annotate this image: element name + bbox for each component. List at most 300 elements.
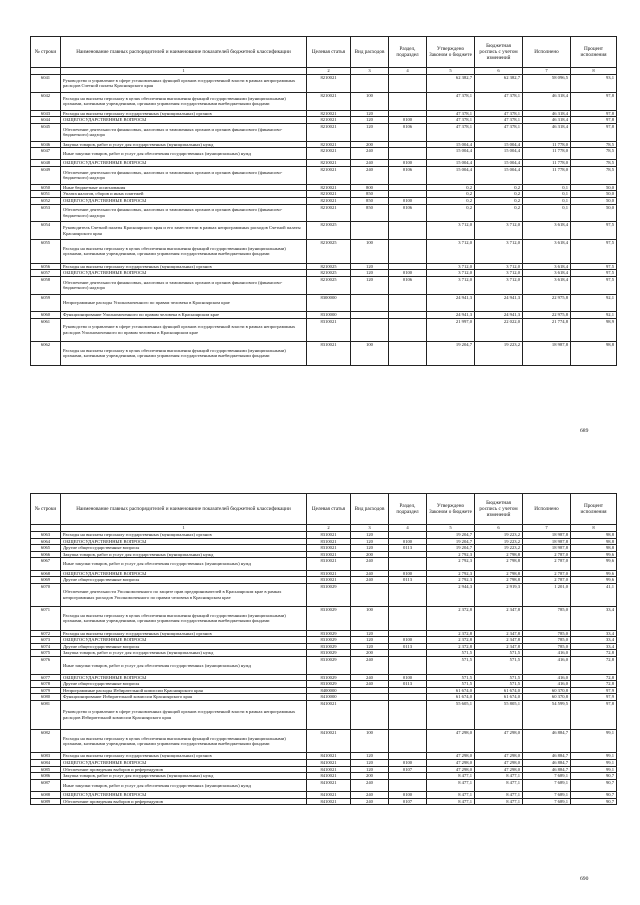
table-row [31,276,617,294]
cell-section: 0113 [389,643,427,650]
cell-expense-type: 240 [351,570,389,577]
table-row [31,656,617,674]
table-row [31,222,617,240]
cell-expense-type: 850 [351,191,389,198]
table-row [31,607,617,630]
cell-section [389,222,427,240]
cell-percent: 97,5 [571,222,617,240]
table-row [31,583,617,606]
cell-row-no: 6047 [31,148,61,160]
cell-executed: 46 318,4 [523,123,571,141]
cell-target-article: 8310021 [307,570,351,577]
cell-budget-list: 47 298,0 [475,753,523,760]
cell-name: Функционирование Избирательной комиссии Красноярского края [61,694,307,701]
header-name: Наименование главных распорядителей и наименование показателей бюджетной классификации [61,37,307,68]
cell-target-article: 8310029 [307,630,351,637]
cell-percent: 99,1 [571,766,617,773]
cell-approved-law: 15 004,4 [427,166,475,184]
cell-percent: 41,1 [571,583,617,606]
cell-expense-type: 120 [351,760,389,767]
cell-section [389,191,427,198]
cell-percent: 90,7 [571,779,617,791]
cell-approved-law: 0,2 [427,184,475,191]
cell-name: Закупка товаров, работ и услуг для государственных (муниципальных) нужд [61,773,307,780]
cell-approved-law: 571,5 [427,674,475,681]
cell-target-article: 8210021 [307,117,351,124]
cell-budget-list: 3 712,0 [475,240,523,263]
cell-expense-type [351,701,389,730]
cell-budget-list: 2 798,8 [475,558,523,570]
cell-section: 0107 [389,798,427,805]
header-section: Раздел, подраздел [389,494,427,525]
cell-expense-type: 120 [351,538,389,545]
cell-executed: 0,1 [523,184,571,191]
cell-approved-law: 2 792,3 [427,551,475,558]
cell-approved-law: 3 712,0 [427,263,475,270]
cell-expense-type: 240 [351,577,389,584]
table-row [31,294,617,312]
cell-target-article: 8310029 [307,643,351,650]
cell-percent: 97,8 [571,123,617,141]
cell-target-article: 8410021 [307,730,351,753]
cell-approved-law: 47 378,1 [427,117,475,124]
cell-approved-law: 19 204,7 [427,342,475,365]
cell-budget-list: 15 004,4 [475,160,523,167]
cell-expense-type: 200 [351,773,389,780]
cell-section [389,240,427,263]
cell-budget-list: 47 378,1 [475,92,523,110]
cell-executed: 18 987,8 [523,545,571,552]
table-row [31,694,617,701]
cell-section [389,75,427,93]
header-approved-law: Утверждено Законом о бюджете [427,494,475,525]
cell-percent: 97,8 [571,701,617,730]
cell-row-no: 6076 [31,656,61,674]
table-row [31,701,617,730]
cell-expense-type: 240 [351,558,389,570]
cell-name: Руководство и управление в сфере установленных функций органов государственной власти в рамках непрограммных расходов Избирательной комиссии Красноярского края [61,701,307,730]
cell-approved-law: 571,5 [427,656,475,674]
cell-budget-list: 3 712,0 [475,270,523,277]
cell-approved-law: 2 792,3 [427,558,475,570]
cell-expense-type: 120 [351,123,389,141]
cell-expense-type: 120 [351,532,389,539]
cell-percent: 90,7 [571,798,617,805]
column-number: 2 [307,68,351,75]
cell-target-article: 8410021 [307,779,351,791]
cell-name: Закупка товаров, работ и услуг для государственных (муниципальных) нужд [61,551,307,558]
cell-name: Обеспечение проведения выборов и референдумов [61,798,307,805]
cell-approved-law: 571,5 [427,681,475,688]
page-number: 690 [580,876,589,882]
cell-target-article: 8410000 [307,694,351,701]
cell-expense-type: 200 [351,141,389,148]
header-executed: Исполнено [523,37,571,68]
cell-executed: 3 618,4 [523,263,571,270]
cell-section: 0100 [389,637,427,644]
cell-expense-type: 120 [351,545,389,552]
cell-expense-type: 850 [351,204,389,222]
cell-name: ОБЩЕГОСУДАРСТВЕННЫЕ ВОПРОСЫ [61,197,307,204]
cell-executed: 3 618,4 [523,240,571,263]
cell-section [389,263,427,270]
cell-row-no: 6041 [31,75,61,93]
cell-percent: 98,8 [571,532,617,539]
cell-executed: 11 778,0 [523,166,571,184]
table-row [31,792,617,799]
cell-row-no: 6054 [31,222,61,240]
table-row [31,240,617,263]
table-row [31,637,617,644]
cell-row-no: 6083 [31,753,61,760]
header-row-no: № строки [31,494,61,525]
cell-percent: 99,1 [571,730,617,753]
cell-section: 0100 [389,117,427,124]
cell-row-no: 6075 [31,650,61,657]
cell-percent: 78,5 [571,141,617,148]
column-number [31,525,61,532]
table-row [31,184,617,191]
cell-percent: 97,5 [571,263,617,270]
cell-name: Расходы на выплаты персоналу в целях обеспечения выполнения функций государственными (муниципальными) органами, казенными учреждениями, органами управления государственными внебюджетными фондами [61,607,307,630]
cell-section [389,141,427,148]
cell-budget-list: 2 347,8 [475,637,523,644]
table-row [31,545,617,552]
cell-approved-law: 47 298,0 [427,766,475,773]
cell-section [389,318,427,341]
cell-percent: 33,4 [571,630,617,637]
cell-percent: 78,5 [571,148,617,160]
cell-row-no: 6064 [31,538,61,545]
cell-approved-law: 2 944,3 [427,583,475,606]
table-row [31,117,617,124]
cell-name: Непрограммные расходы Избирательной комиссии Красноярского края [61,687,307,694]
cell-row-no: 6056 [31,263,61,270]
column-number: 3 [351,68,389,75]
cell-section: 0113 [389,545,427,552]
cell-budget-list: 571,5 [475,650,523,657]
cell-executed: 46 318,4 [523,117,571,124]
cell-approved-law: 15 004,4 [427,160,475,167]
cell-budget-list: 19 223,2 [475,545,523,552]
cell-section: 0106 [389,276,427,294]
cell-target-article: 8410021 [307,773,351,780]
cell-section: 0106 [389,204,427,222]
cell-approved-law: 15 004,4 [427,148,475,160]
cell-budget-list: 571,5 [475,656,523,674]
cell-expense-type [351,583,389,606]
cell-executed: 46 884,7 [523,766,571,773]
cell-percent: 90,7 [571,792,617,799]
cell-executed: 60 370,8 [523,687,571,694]
cell-approved-law: 3 712,0 [427,222,475,240]
table-row [31,166,617,184]
cell-executed: 7 689,1 [523,779,571,791]
cell-row-no: 6046 [31,141,61,148]
cell-name: Расходы на выплаты персоналу государственных (муниципальных) органов [61,532,307,539]
cell-row-no: 6067 [31,558,61,570]
cell-expense-type: 240 [351,160,389,167]
cell-row-no: 6066 [31,551,61,558]
cell-section [389,656,427,674]
cell-executed: 416,0 [523,656,571,674]
column-number: 2 [307,525,351,532]
cell-target-article: 8310029 [307,607,351,630]
cell-approved-law: 3 712,0 [427,240,475,263]
cell-target-article: 8310029 [307,656,351,674]
cell-row-no: 6043 [31,110,61,117]
table-row [31,75,617,93]
cell-name: ОБЩЕГОСУДАРСТВЕННЫЕ ВОПРОСЫ [61,637,307,644]
cell-target-article: 8410021 [307,798,351,805]
cell-row-no: 6065 [31,545,61,552]
cell-budget-list: 3 712,0 [475,263,523,270]
cell-percent: 78,5 [571,160,617,167]
cell-approved-law: 0,2 [427,204,475,222]
cell-section [389,184,427,191]
cell-executed: 785,0 [523,630,571,637]
cell-section [389,753,427,760]
table-row [31,760,617,767]
cell-row-no: 6044 [31,117,61,124]
cell-name: Другие общегосударственные вопросы [61,577,307,584]
cell-expense-type: 850 [351,197,389,204]
cell-executed: 18 987,8 [523,342,571,365]
cell-percent: 72,8 [571,681,617,688]
cell-expense-type: 120 [351,630,389,637]
cell-percent: 97,5 [571,270,617,277]
cell-row-no: 6057 [31,270,61,277]
cell-target-article: 8210021 [307,123,351,141]
cell-budget-list: 47 298,0 [475,730,523,753]
cell-budget-list: 2 347,8 [475,607,523,630]
cell-target-article: 8210021 [307,204,351,222]
table-row [31,312,617,319]
cell-budget-list: 22 022,0 [475,318,523,341]
cell-target-article: 8210021 [307,141,351,148]
table-row [31,551,617,558]
table-header-row [31,37,617,68]
column-number: 8 [571,525,617,532]
table-row [31,92,617,110]
cell-target-article: 8210025 [307,222,351,240]
cell-target-article: 8310021 [307,342,351,365]
cell-budget-list: 62 382,7 [475,75,523,93]
cell-budget-list: 8 477,1 [475,779,523,791]
cell-section [389,630,427,637]
cell-name: Иные закупки товаров, работ и услуг для обеспечения государственных (муниципальных) нужд [61,148,307,160]
cell-executed: 11 778,0 [523,148,571,160]
cell-row-no: 6055 [31,240,61,263]
cell-section: 0113 [389,681,427,688]
cell-row-no: 6080 [31,694,61,701]
cell-expense-type: 120 [351,643,389,650]
cell-expense-type: 240 [351,792,389,799]
cell-name: Руководство и управление в сфере установленных функций органов государственной власти в рамках непрограммных расходов Счетной палаты Красноярского края [61,75,307,93]
cell-executed: 18 987,8 [523,538,571,545]
cell-expense-type: 100 [351,730,389,753]
cell-budget-list: 15 004,4 [475,148,523,160]
cell-approved-law: 19 204,7 [427,545,475,552]
budget-page [30,36,616,366]
cell-section [389,694,427,701]
cell-budget-list: 3 712,0 [475,222,523,240]
cell-percent: 50,0 [571,204,617,222]
cell-name: Уплата налогов, сборов и иных платежей [61,191,307,198]
cell-executed: 2 787,0 [523,577,571,584]
cell-budget-list: 15 004,4 [475,141,523,148]
cell-budget-list: 0,2 [475,204,523,222]
table-row [31,730,617,753]
cell-budget-list: 2 347,8 [475,643,523,650]
cell-percent: 33,4 [571,607,617,630]
cell-executed: 7 689,1 [523,798,571,805]
cell-name: Расходы на выплаты персоналу в целях обеспечения выполнения функций государственными (муниципальными) органами, казенными учреждениями, органами управления государственными внебюджетными фондами [61,92,307,110]
cell-percent: 98,8 [571,538,617,545]
table-body [31,68,617,366]
cell-row-no: 6070 [31,583,61,606]
cell-budget-list: 24 941,3 [475,294,523,312]
cell-percent: 50,0 [571,184,617,191]
cell-budget-list: 47 298,0 [475,760,523,767]
column-number: 1 [61,525,307,532]
column-number: 4 [389,525,427,532]
table-row [31,197,617,204]
cell-percent: 98,9 [571,318,617,341]
cell-percent: 72,8 [571,656,617,674]
cell-section: 0100 [389,270,427,277]
cell-section [389,558,427,570]
cell-target-article: 8310000 [307,312,351,319]
cell-percent: 99,6 [571,558,617,570]
cell-section [389,551,427,558]
cell-target-article: 8410021 [307,753,351,760]
cell-percent: 72,8 [571,674,617,681]
table-row [31,558,617,570]
cell-executed: 1 201,0 [523,583,571,606]
column-number: 4 [389,68,427,75]
table-row [31,191,617,198]
cell-approved-law: 47 378,1 [427,110,475,117]
cell-target-article: 8210021 [307,160,351,167]
cell-target-article: 8310021 [307,551,351,558]
cell-percent: 33,4 [571,643,617,650]
cell-budget-list: 2 798,8 [475,577,523,584]
cell-row-no: 6061 [31,318,61,341]
cell-target-article: 8400000 [307,687,351,694]
cell-approved-law: 21 997,0 [427,318,475,341]
cell-row-no: 6082 [31,730,61,753]
cell-name: Расходы на выплаты персоналу в целях обеспечения выполнения функций государственными (муниципальными) органами, казенными учреждениями, органами управления государственными внебюджетными фондами [61,342,307,365]
cell-row-no: 6062 [31,342,61,365]
cell-target-article: 8310021 [307,577,351,584]
cell-name: Обеспечение деятельности Уполномоченного по защите прав предпринимателей в Красноярском крае в рамках непрограммных расходов Уполномоченного по правам человека в Красноярском крае [61,583,307,606]
cell-approved-law: 3 712,0 [427,270,475,277]
cell-executed: 3 618,4 [523,276,571,294]
cell-target-article: 8310029 [307,650,351,657]
cell-expense-type: 240 [351,148,389,160]
cell-budget-list: 0,2 [475,197,523,204]
cell-row-no: 6048 [31,160,61,167]
cell-target-article: 8210021 [307,184,351,191]
cell-expense-type [351,222,389,240]
cell-row-no: 6079 [31,687,61,694]
cell-target-article: 8410021 [307,701,351,730]
header-expense-type: Вид расходов [351,494,389,525]
header-approved-law: Утверждено Законом о бюджете [427,37,475,68]
cell-name: Закупка товаров, работ и услуг для государственных (муниципальных) нужд [61,650,307,657]
cell-approved-law: 55 605,1 [427,701,475,730]
header-expense-type: Вид расходов [351,37,389,68]
cell-expense-type [351,312,389,319]
cell-percent: 97,5 [571,240,617,263]
cell-name: Расходы на выплаты персоналу государственных (муниципальных) органов [61,630,307,637]
cell-budget-list: 61 674,0 [475,694,523,701]
cell-section [389,342,427,365]
cell-executed: 21 774,8 [523,318,571,341]
cell-approved-law: 47 378,1 [427,92,475,110]
cell-section: 0100 [389,197,427,204]
cell-row-no: 6051 [31,191,61,198]
cell-target-article: 8310021 [307,545,351,552]
header-target-article: Целевая статья [307,37,351,68]
cell-budget-list: 571,5 [475,674,523,681]
column-number: 6 [475,525,523,532]
cell-name: Руководитель Счетной палаты Красноярского края и его заместители в рамках непрограммных расходов Счетной палаты Красноярского края [61,222,307,240]
cell-executed: 58 096,5 [523,75,571,93]
cell-expense-type: 120 [351,276,389,294]
budget-page [30,493,616,805]
cell-percent: 78,5 [571,166,617,184]
cell-target-article: 8210021 [307,92,351,110]
cell-budget-list: 15 004,4 [475,166,523,184]
cell-executed: 0,1 [523,204,571,222]
cell-percent: 97,9 [571,694,617,701]
cell-target-article: 8310021 [307,532,351,539]
cell-row-no: 6052 [31,197,61,204]
cell-expense-type: 240 [351,798,389,805]
cell-expense-type [351,294,389,312]
cell-executed: 785,0 [523,637,571,644]
cell-approved-law: 62 382,7 [427,75,475,93]
cell-name: Другие общегосударственные вопросы [61,681,307,688]
cell-percent: 97,8 [571,92,617,110]
cell-target-article: 8310029 [307,583,351,606]
cell-budget-list: 19 223,2 [475,342,523,365]
cell-row-no: 6085 [31,766,61,773]
cell-percent: 99,1 [571,760,617,767]
cell-executed: 46 884,7 [523,730,571,753]
column-number: 6 [475,68,523,75]
cell-section [389,779,427,791]
cell-name: ОБЩЕГОСУДАРСТВЕННЫЕ ВОПРОСЫ [61,570,307,577]
cell-percent: 50,0 [571,191,617,198]
cell-section [389,583,427,606]
cell-row-no: 6089 [31,798,61,805]
column-number-row [31,525,617,532]
cell-executed: 46 318,4 [523,92,571,110]
cell-budget-list: 2 347,8 [475,630,523,637]
table-row [31,779,617,791]
cell-row-no: 6050 [31,184,61,191]
cell-expense-type: 100 [351,342,389,365]
column-number [31,68,61,75]
cell-name: ОБЩЕГОСУДАРСТВЕННЫЕ ВОПРОСЫ [61,117,307,124]
cell-name: ОБЩЕГОСУДАРСТВЕННЫЕ ВОПРОСЫ [61,792,307,799]
column-number: 7 [523,525,571,532]
cell-target-article: 8210025 [307,270,351,277]
cell-budget-list: 2 798,8 [475,570,523,577]
